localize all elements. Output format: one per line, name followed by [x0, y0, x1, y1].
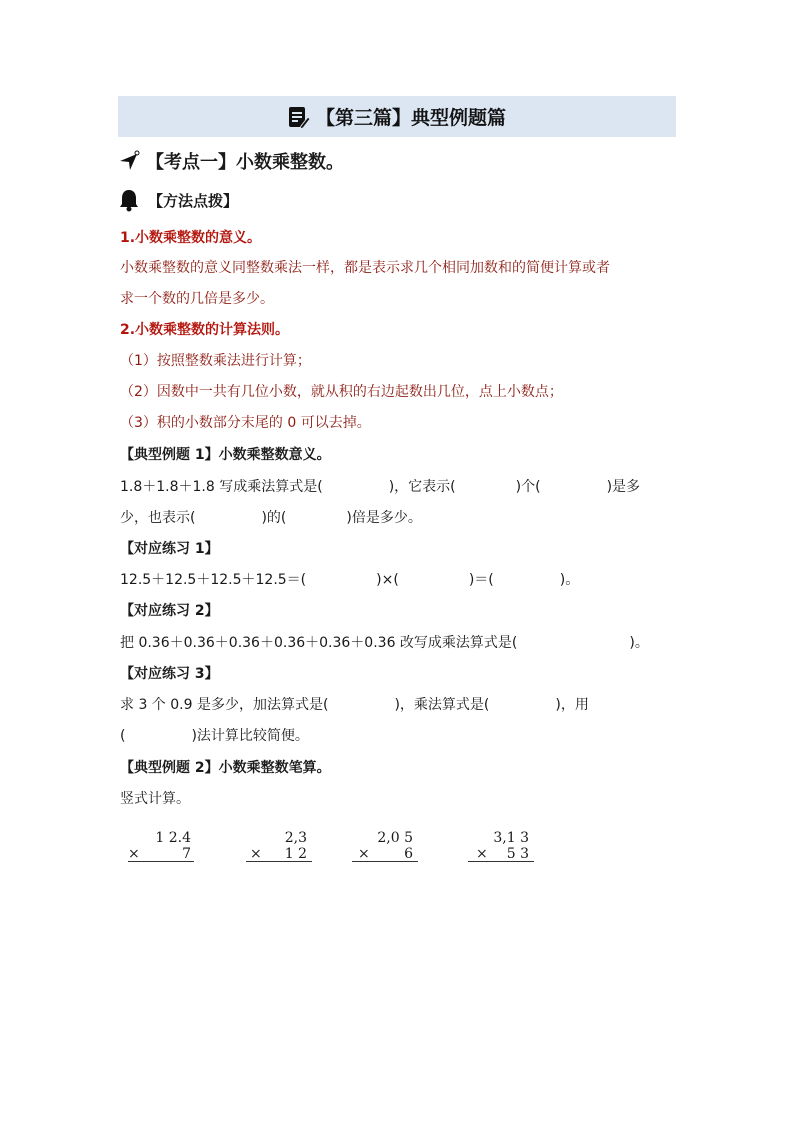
- section-heading: [118, 148, 344, 174]
- practice3-line1: 求 3 个 0.9 是多少，加法算式是( )，乘法算式是( )，用: [120, 697, 589, 713]
- example1-line2: 少，也表示( )的( )倍是多少。: [120, 510, 422, 526]
- section-title: 【考点一】小数乘整数。: [146, 152, 344, 173]
- rule2-step: （2）因数中一共有几位小数，就从积的右边起数出几位，点上小数点；: [120, 384, 563, 400]
- bell-icon: [118, 188, 140, 212]
- rule2-step: （1）按照整数乘法进行计算；: [120, 353, 311, 369]
- example2-title: 【典型例题 2】小数乘整数笔算。: [120, 760, 331, 776]
- navigation-arrow-icon: [118, 150, 140, 172]
- practice3-title: 【对应练习 3】: [120, 666, 219, 682]
- worksheet-page: 【第三篇】典型例题篇 【考点一】小数乘整数。 【方法点拨】 1.小数乘整数的意义。 小数乘整数的意义同整数乘法一样，都是表示求几个相同加数和的简便计算或者 求一个数的几倍是多少。 2.小数乘整数的计算法则。 （1）按照整数乘法进行计算； （2）因数中一共有几位小数，就从积的右边起数出几位，点上小数点； （3）积的小数部分末尾的 0 可以去掉。 【典型例题 1】小数乘整数意义。 1.8＋1.8＋1.8 写成乘法算式是( )，它表示( )个( )是多 少，也表示( )的( )倍是多少。 【对应练习 1】 12.5＋12.5＋12.5＋12.5＝( )×( )＝( )。 【对应练习 2】 把 0.36＋0.36＋0.36＋0.36＋0.36＋0.36 改写成乘法算式是( )。 【对应练习 3】 求 3 个 0.9 是多少，加法算式是( )，乘法算式是( )，用 ( )法计算比较简便。 【典型例题 2】小数乘整数笔算。 竖式计算。 1 2.4 × 7 2,3 × 1 2 2,0 5 × 6 3,1 3 × 5 3: [0, 0, 794, 1123]
- practice2-title: 【对应练习 2】: [120, 603, 219, 619]
- chapter-title: 【第三篇】典型例题篇: [315, 107, 506, 129]
- practice1-title: 【对应练习 1】: [120, 541, 219, 557]
- rule1-title: 1.小数乘整数的意义。: [120, 230, 262, 246]
- rule1-text-line1: 小数乘整数的意义同整数乘法一样，都是表示求几个相同加数和的简便计算或者: [120, 260, 610, 276]
- practice3-line2: ( )法计算比较简便。: [120, 728, 309, 744]
- practice1-question: 12.5＋12.5＋12.5＋12.5＝( )×( )＝( )。: [120, 572, 580, 588]
- method-heading: [118, 188, 238, 212]
- example1-line1: 1.8＋1.8＋1.8 写成乘法算式是( )，它表示( )个( )是多: [120, 479, 641, 495]
- example1-title: 【典型例题 1】小数乘整数意义。: [120, 447, 331, 463]
- example2-instruction: 竖式计算。: [120, 791, 190, 807]
- rule2-title: 2.小数乘整数的计算法则。: [120, 322, 290, 338]
- rule1-text-line2: 求一个数的几倍是多少。: [120, 291, 274, 307]
- chapter-banner: [118, 96, 676, 137]
- rule2-step: （3）积的小数部分末尾的 0 可以去掉。: [120, 415, 371, 431]
- practice2-question: 把 0.36＋0.36＋0.36＋0.36＋0.36＋0.36 改写成乘法算式是( )。: [120, 635, 649, 651]
- method-title: 【方法点拨】: [148, 191, 239, 210]
- note-edit-icon: [288, 105, 310, 129]
